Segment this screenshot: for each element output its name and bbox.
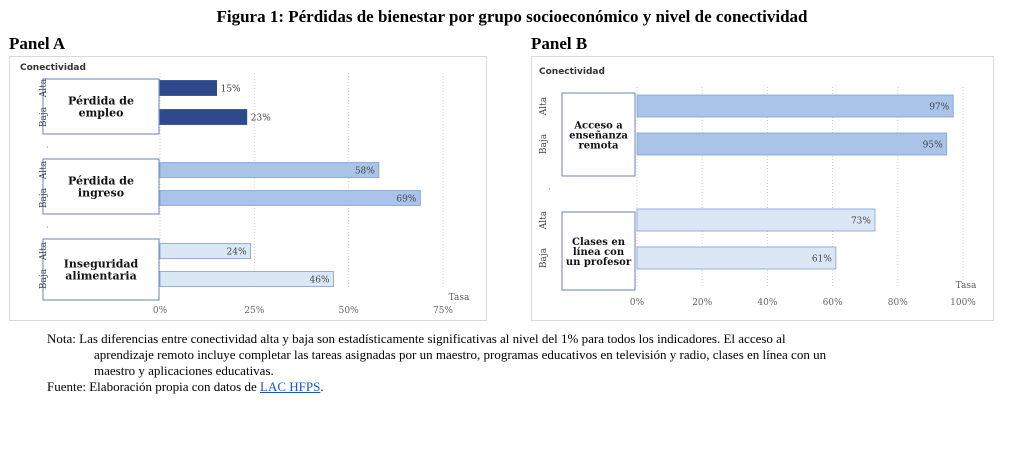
- panel-b-chart: [532, 57, 993, 320]
- panel-a-tick-label: 75%: [432, 306, 454, 316]
- panel-b-group-label-line: remota: [578, 140, 619, 152]
- panel-b-tick-label: 40%: [757, 298, 778, 308]
- panel-a-tick-label: 25%: [244, 306, 265, 316]
- panel-b-tick-label: 60%: [822, 298, 843, 308]
- panel-a-category-label: Baja: [39, 268, 49, 290]
- panel-a-ylabel: Conectividad: [20, 63, 86, 73]
- panel-a-value-label: 15%: [220, 84, 241, 95]
- panel-a-category-label: Alta: [39, 78, 49, 98]
- note-line-2: aprendizaje remoto incluye completar las tareas asignadas por un maestro, programas educativos en televisión y radio, clases en línea con un: [94, 347, 827, 362]
- panel-a-chart: [10, 57, 486, 320]
- panel-a-chart-frame: [9, 56, 487, 321]
- panel-b-bar: [637, 209, 875, 231]
- panel-b-tick-label: 100%: [950, 298, 976, 308]
- figure-title: Figura 1: Pérdidas de bienestar por grupo socioeconómico y nivel de conectividad: [216, 7, 808, 26]
- panel-b-category-label: Baja: [539, 247, 549, 269]
- panel-b-group-label-line: línea con: [572, 247, 625, 258]
- source-link[interactable]: LAC HFPS: [260, 379, 321, 394]
- panel-b-category-label: Alta: [539, 96, 549, 116]
- panel-b-group-label-line: Clases en: [572, 237, 625, 248]
- panel-a-value-label: 23%: [250, 113, 271, 124]
- panel-b-bar: [637, 247, 836, 269]
- panel-b-tick-label: 20%: [692, 298, 713, 308]
- panel-b-group-label: [566, 237, 632, 268]
- panel-a-label: Panel A: [9, 34, 66, 53]
- panel-a-group-separator: ·: [46, 223, 49, 233]
- panel-a-value-label: 69%: [396, 194, 417, 205]
- panel-a-group-label-line: Pérdida de: [68, 94, 134, 108]
- panel-b-value-label: 61%: [811, 254, 832, 265]
- panel-a-tick-label: 0%: [152, 306, 168, 316]
- panel-a-category-label: Baja: [39, 187, 49, 209]
- panel-b-bar: [637, 95, 953, 117]
- panel-a-bar: [160, 191, 420, 206]
- panel-a-group-label: [64, 258, 139, 283]
- panel-a-group-label: [68, 175, 134, 200]
- panel-a-tick-label: 50%: [338, 306, 359, 316]
- panel-a-category-label: Alta: [39, 241, 49, 261]
- panel-b-group-label-line: un profesor: [565, 257, 632, 268]
- panel-b-value-label: 97%: [929, 102, 950, 113]
- panel-a-group-label-line: Inseguridad: [63, 257, 139, 271]
- panel-a-bar: [160, 163, 379, 178]
- panel-a-xlabel: Tasa: [448, 293, 470, 303]
- panel-a-value-label: 24%: [226, 247, 247, 258]
- panel-b-value-label: 73%: [850, 216, 871, 227]
- panel-a-group-label-line: Pérdida de: [68, 174, 134, 188]
- panel-b-xlabel: Tasa: [955, 281, 977, 291]
- panel-a-group-label-line: empleo: [78, 106, 124, 120]
- panel-b-group-label-line: Acceso a: [574, 120, 623, 132]
- source-suffix: .: [320, 379, 324, 394]
- panel-a-group-label-line: ingreso: [77, 186, 125, 200]
- source-prefix: Fuente: Elaboración propia con datos de: [47, 379, 260, 394]
- panel-b-group-label-line: enseñanza: [569, 130, 628, 142]
- panel-b-tick-label: 80%: [887, 298, 908, 308]
- panel-b-category-label: Baja: [539, 133, 549, 155]
- panel-b-bar: [637, 133, 947, 155]
- panel-b-ylabel: Conectividad: [539, 67, 605, 77]
- panel-a-group-label-line: alimentaria: [65, 269, 137, 283]
- note-line-3: maestro y aplicaciones educativas.: [94, 363, 274, 378]
- panel-b-chart-frame: [531, 56, 994, 321]
- panel-b-group-separator: ·: [548, 185, 551, 195]
- panel-a-group-separator: ·: [46, 143, 49, 153]
- panel-a-category-label: Alta: [39, 160, 49, 180]
- note-line-1: Nota: Las diferencias entre conectividad alta y baja son estadísticamente significativas al nivel del 1% para todos los indicadores. El acceso al: [47, 331, 786, 346]
- panel-a-value-label: 58%: [354, 166, 375, 177]
- panel-b-tick-label: 0%: [629, 298, 645, 308]
- panel-a-bar: [160, 110, 247, 125]
- panel-a-bar: [160, 272, 334, 287]
- panel-b-label: Panel B: [531, 34, 588, 53]
- panel-b-category-label: Alta: [539, 210, 549, 230]
- panel-b-value-label: 95%: [922, 140, 943, 151]
- panel-a-category-label: Baja: [39, 106, 49, 128]
- panel-a-bar: [160, 81, 217, 96]
- note-block: [47, 331, 987, 395]
- source-line: [47, 379, 987, 395]
- panel-a-value-label: 46%: [309, 275, 330, 286]
